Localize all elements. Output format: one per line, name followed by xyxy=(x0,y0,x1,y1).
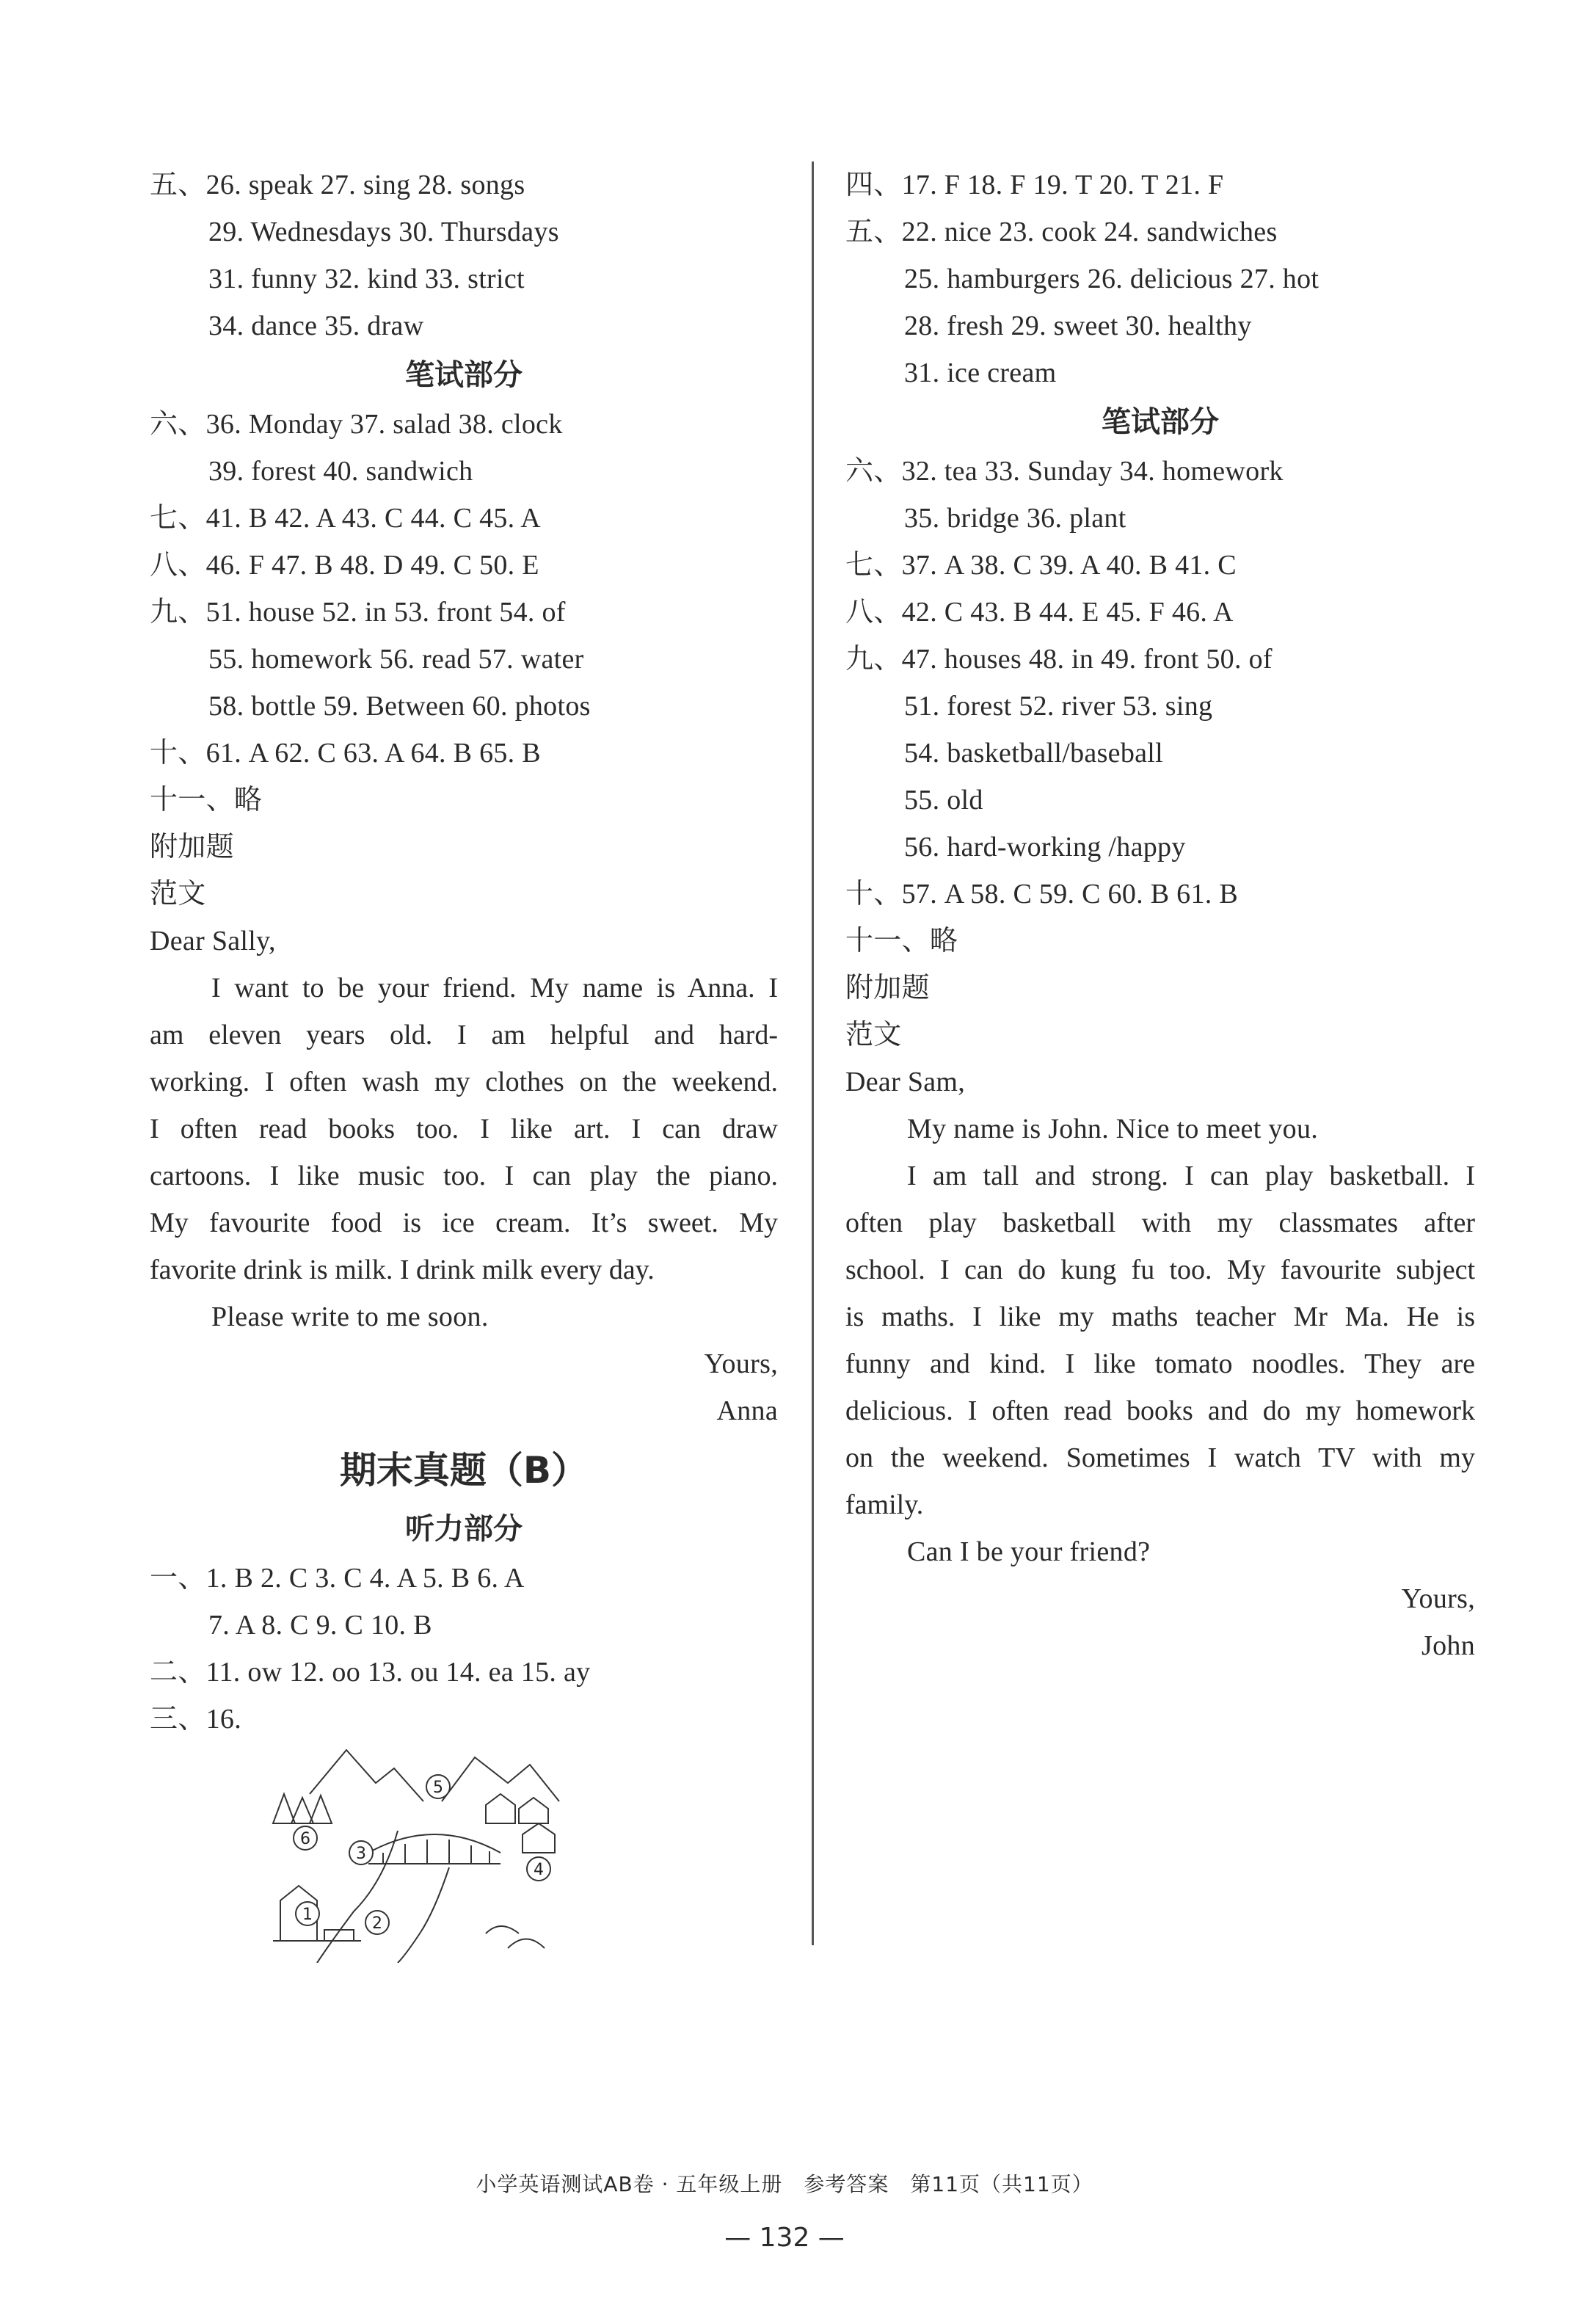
answer-line: 28. fresh 29. sweet 30. healthy xyxy=(904,311,1252,341)
answer-line: 范文 xyxy=(845,1020,902,1050)
essay-line: My favourite food is ice cream. It’s sweet. My xyxy=(150,1208,778,1238)
essay-line: I often read books too. I like art. I can draw xyxy=(150,1114,778,1144)
left-column xyxy=(150,161,778,1963)
answer-line: 十一、略 xyxy=(150,785,263,816)
answer-line: 二、11. ow 12. oo 13. ou 14. ea 15. ay xyxy=(150,1657,591,1688)
answer-line: 范文 xyxy=(150,879,206,909)
river-bank-right xyxy=(398,1867,449,1963)
village-map-image xyxy=(266,1743,574,1963)
essay-line: is maths. I like my maths teacher Mr Ma. He is xyxy=(845,1301,1475,1332)
answer-line: 四、17. F 18. F 19. T 20. T 21. F xyxy=(845,170,1224,200)
answer-line: 八、46. F 47. B 48. D 49. C 50. E xyxy=(150,550,539,581)
map-label-6: 6 xyxy=(300,1830,310,1848)
answer-line: 六、36. Monday 37. salad 38. clock xyxy=(150,409,563,440)
map-label-3: 3 xyxy=(356,1845,366,1863)
essay-signature: John xyxy=(1421,1630,1475,1661)
essay-line: working. I often wash my clothes on the weekend. xyxy=(150,1067,778,1097)
answer-line: 39. forest 40. sandwich xyxy=(208,456,473,487)
map-illustration xyxy=(150,1743,781,1963)
answer-line: 五、26. speak 27. sing 28. songs xyxy=(150,170,525,200)
map-label-1: 1 xyxy=(302,1906,313,1924)
answer-line: 25. hamburgers 26. delicious 27. hot xyxy=(904,264,1319,294)
answer-line: 九、51. house 52. in 53. front 54. of xyxy=(150,597,566,628)
answer-line: 31. ice cream xyxy=(904,357,1057,388)
essay-closing: Yours, xyxy=(1401,1583,1475,1614)
answer-line: 五、22. nice 23. cook 24. sandwiches xyxy=(845,217,1278,247)
answer-line: 九、47. houses 48. in 49. front 50. of xyxy=(845,644,1273,675)
essay-line: I want to be your friend. My name is Anna. I xyxy=(211,973,778,1003)
footer-caption: 小学英语测试AB卷 · 五年级上册 参考答案 第11页（共11页） xyxy=(476,2172,1093,2196)
page-number: — 132 — xyxy=(724,2223,845,2253)
map-label-4: 4 xyxy=(534,1861,544,1879)
answer-line: 十、57. A 58. C 59. C 60. B 61. B xyxy=(845,879,1239,909)
sample-essay xyxy=(845,1105,1475,1575)
answers-written-part xyxy=(845,448,1475,1105)
map-label-5: 5 xyxy=(433,1779,443,1797)
forest-trees xyxy=(273,1794,332,1823)
essay-line: I am tall and strong. I can play basketball. I xyxy=(907,1161,1475,1191)
essay-line: on the weekend. Sometimes I watch TV with my xyxy=(845,1442,1475,1473)
houses-right xyxy=(486,1794,548,1823)
section-title-written: 笔试部分 xyxy=(405,358,523,392)
bridge-arch xyxy=(368,1834,500,1853)
answer-line: 十、61. A 62. C 63. A 64. B 65. B xyxy=(150,738,541,769)
answers-part-four-five xyxy=(845,161,1475,396)
section-title-listening: 听力部分 xyxy=(405,1512,523,1546)
answer-line: Dear Sam, xyxy=(845,1067,966,1097)
essay-line: often play basketball with my classmates after xyxy=(845,1208,1475,1238)
answers-written-part xyxy=(150,401,778,965)
answer-line: 六、32. tea 33. Sunday 34. homework xyxy=(845,456,1284,487)
essay-line: delicious. I often read books and do my homework xyxy=(845,1395,1475,1426)
bushes xyxy=(486,1926,545,1948)
essay-line: am eleven years old. I am helpful and hard- xyxy=(150,1020,778,1050)
essay-line: Please write to me soon. xyxy=(211,1301,489,1332)
mountain-shape xyxy=(310,1750,423,1801)
essay-line: Can I be your friend? xyxy=(907,1536,1151,1567)
answers-part-five xyxy=(150,161,778,349)
answer-line: 55. old xyxy=(904,785,983,816)
answer-line: 31. funny 32. kind 33. strict xyxy=(208,264,525,294)
map-label-2: 2 xyxy=(372,1914,382,1933)
essay-signature: Anna xyxy=(716,1395,778,1426)
answer-line: 34. dance 35. draw xyxy=(208,311,424,341)
answer-line: 一、1. B 2. C 3. C 4. A 5. B 6. A xyxy=(150,1563,525,1594)
essay-line: My name is John. Nice to meet you. xyxy=(907,1114,1319,1144)
answer-line: 35. bridge 36. plant xyxy=(904,503,1126,534)
answer-line: 51. forest 52. river 53. sing xyxy=(904,691,1213,722)
answer-line: Dear Sally, xyxy=(150,926,276,956)
answer-line: 54. basketball/baseball xyxy=(904,738,1164,769)
sample-essay xyxy=(150,965,778,1340)
right-column xyxy=(845,161,1475,1669)
answer-line: 八、42. C 43. B 44. E 45. F 46. A xyxy=(845,597,1234,628)
answer-line: 七、37. A 38. C 39. A 40. B 41. C xyxy=(845,550,1237,581)
essay-line: favorite drink is milk. I drink milk every day. xyxy=(150,1254,655,1285)
answers-listening-part xyxy=(150,1555,778,1743)
essay-closing: Yours, xyxy=(704,1348,778,1379)
answer-line: 三、16. xyxy=(150,1704,242,1735)
answer-line: 29. Wednesdays 30. Thursdays xyxy=(208,217,559,247)
section-title-written: 笔试部分 xyxy=(1102,405,1219,439)
answer-line: 56. hard-working /happy xyxy=(904,832,1186,863)
essay-line: family. xyxy=(845,1489,924,1520)
answer-line: 附加题 xyxy=(845,973,930,1003)
answer-line: 55. homework 56. read 57. water xyxy=(208,644,584,675)
column-divider xyxy=(812,161,814,1945)
essay-line: school. I can do kung fu too. My favourite subject xyxy=(845,1254,1475,1285)
answer-line: 附加题 xyxy=(150,832,234,863)
answer-line: 58. bottle 59. Between 60. photos xyxy=(208,691,591,722)
exam-title: 期末真题（B） xyxy=(339,1449,589,1492)
answer-line: 七、41. B 42. A 43. C 44. C 45. A xyxy=(150,503,541,534)
answer-line: 十一、略 xyxy=(845,926,958,956)
house-far-right xyxy=(523,1823,555,1853)
answer-line: 7. A 8. C 9. C 10. B xyxy=(208,1610,432,1641)
bridge-railing xyxy=(383,1840,489,1864)
essay-line: cartoons. I like music too. I can play the piano. xyxy=(150,1161,778,1191)
essay-line: funny and kind. I like tomato noodles. They are xyxy=(845,1348,1475,1379)
